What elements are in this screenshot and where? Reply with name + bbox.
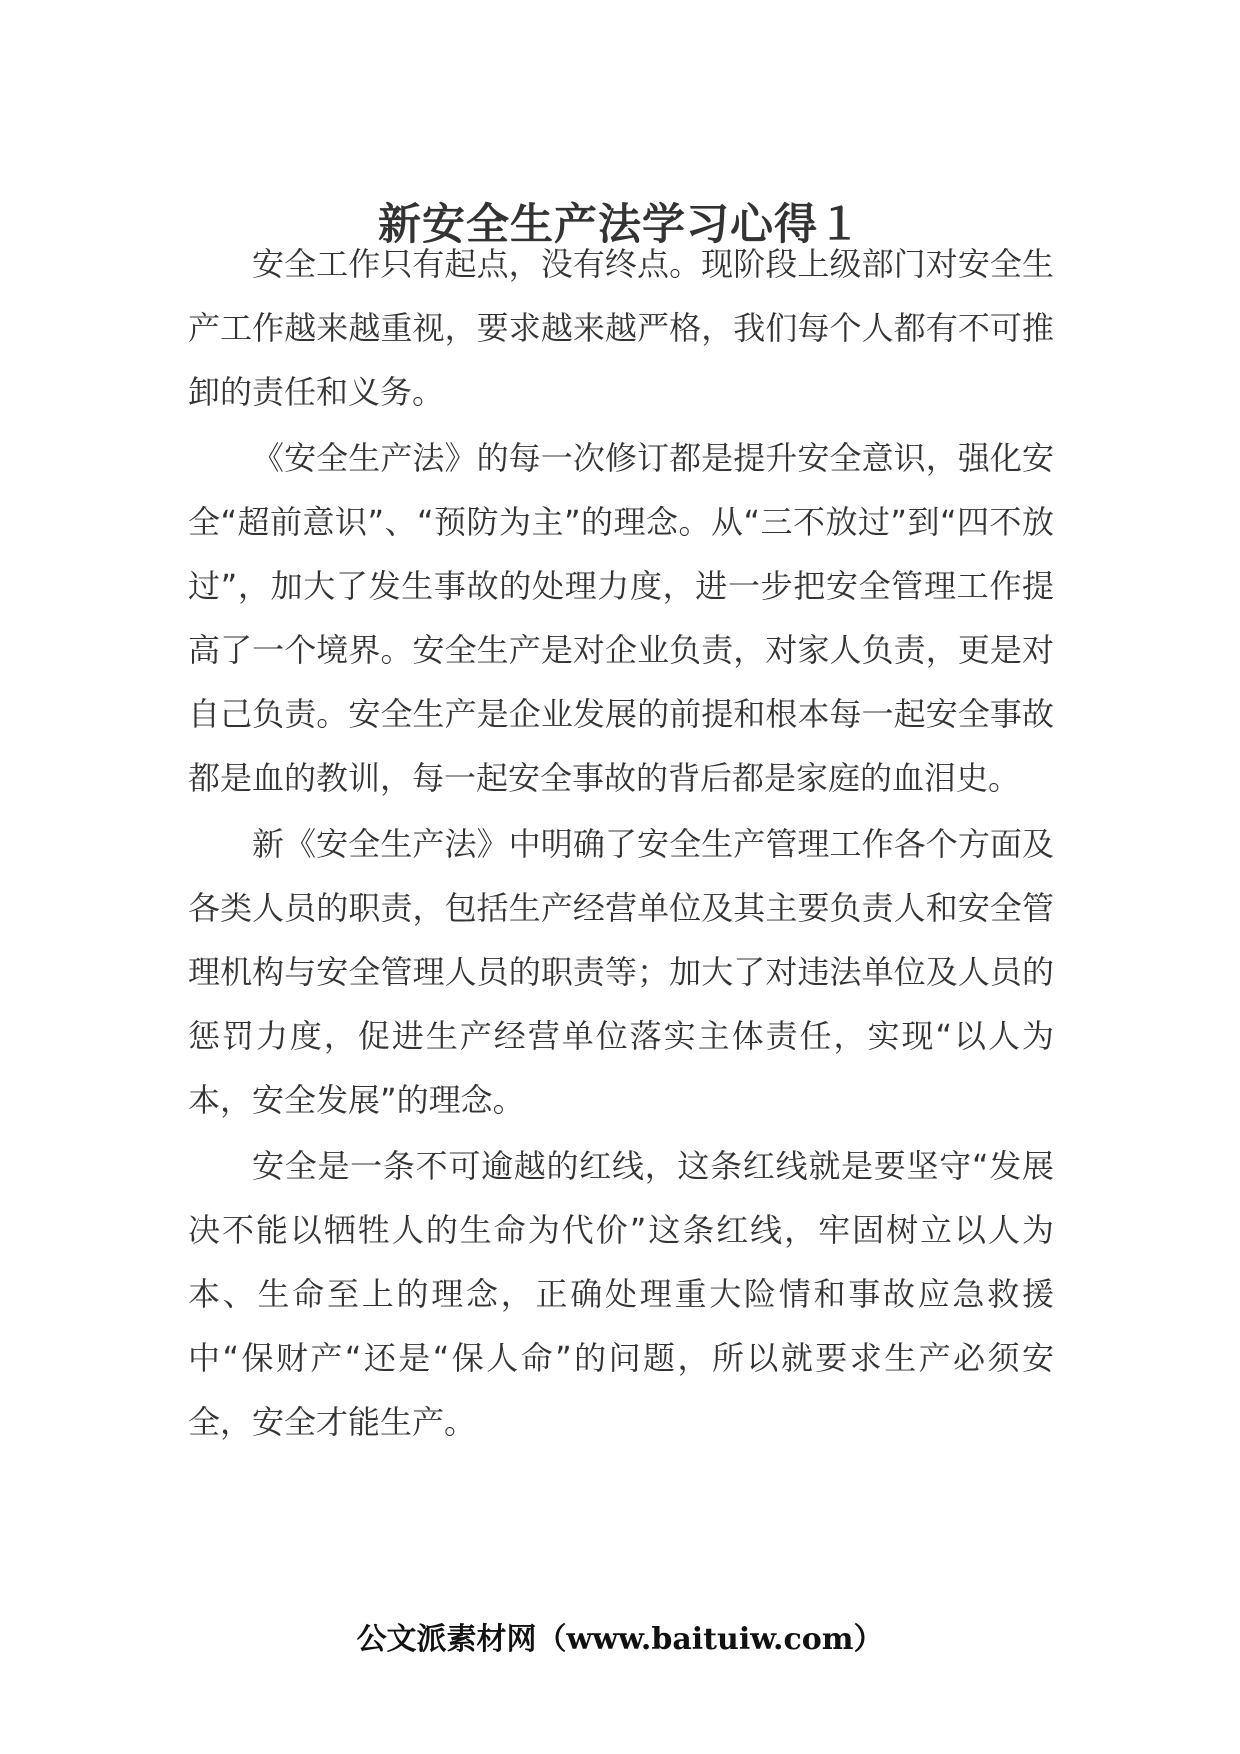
document-body: [188, 232, 1054, 1456]
paragraph-2: 《安全生产法》的每一次修订都是提升安全意识，强化安全“超前意识”、“预防为主”的理念。从“三不放过”到“四不放过”，加大了发生事故的处理力度，进一步把安全管理工作提高了一个境界。安全生产是对企业负责，对家人负责，更是对自己负责。安全生产是企业发展的前提和根本每一起安全事故都是血的教训，每一起安全事故的背后都是家庭的血泪史。: [188, 439, 1054, 797]
document-title: 新安全生产法学习心得１: [378, 199, 862, 250]
paragraph-4: 安全是一条不可逾越的红线，这条红线就是要坚守“发展决不能以牺牲人的生命为代价”这条红线，牢固树立以人为本、生命至上的理念，正确处理重大险情和事故应急救援中“保财产“还是“保人命”的问题，所以就要求生产必须安全，安全才能生产。: [188, 1147, 1054, 1441]
source-footer: 公文派素材网（www.baituiw.com）: [356, 1622, 884, 1657]
paragraph-3: 新《安全生产法》中明确了安全生产管理工作各个方面及各类人员的职责，包括生产经营单位及其主要负责人和安全管理机构与安全管理人员的职责等；加大了对违法单位及人员的惩罚力度，促进生产经营单位落实主体责任，实现“以人为本，安全发展”的理念。: [188, 825, 1054, 1119]
paragraph-1: 安全工作只有起点，没有终点。现阶段上级部门对安全生产工作越来越重视，要求越来越严格，我们每个人都有不可推卸的责任和义务。: [188, 245, 1054, 411]
